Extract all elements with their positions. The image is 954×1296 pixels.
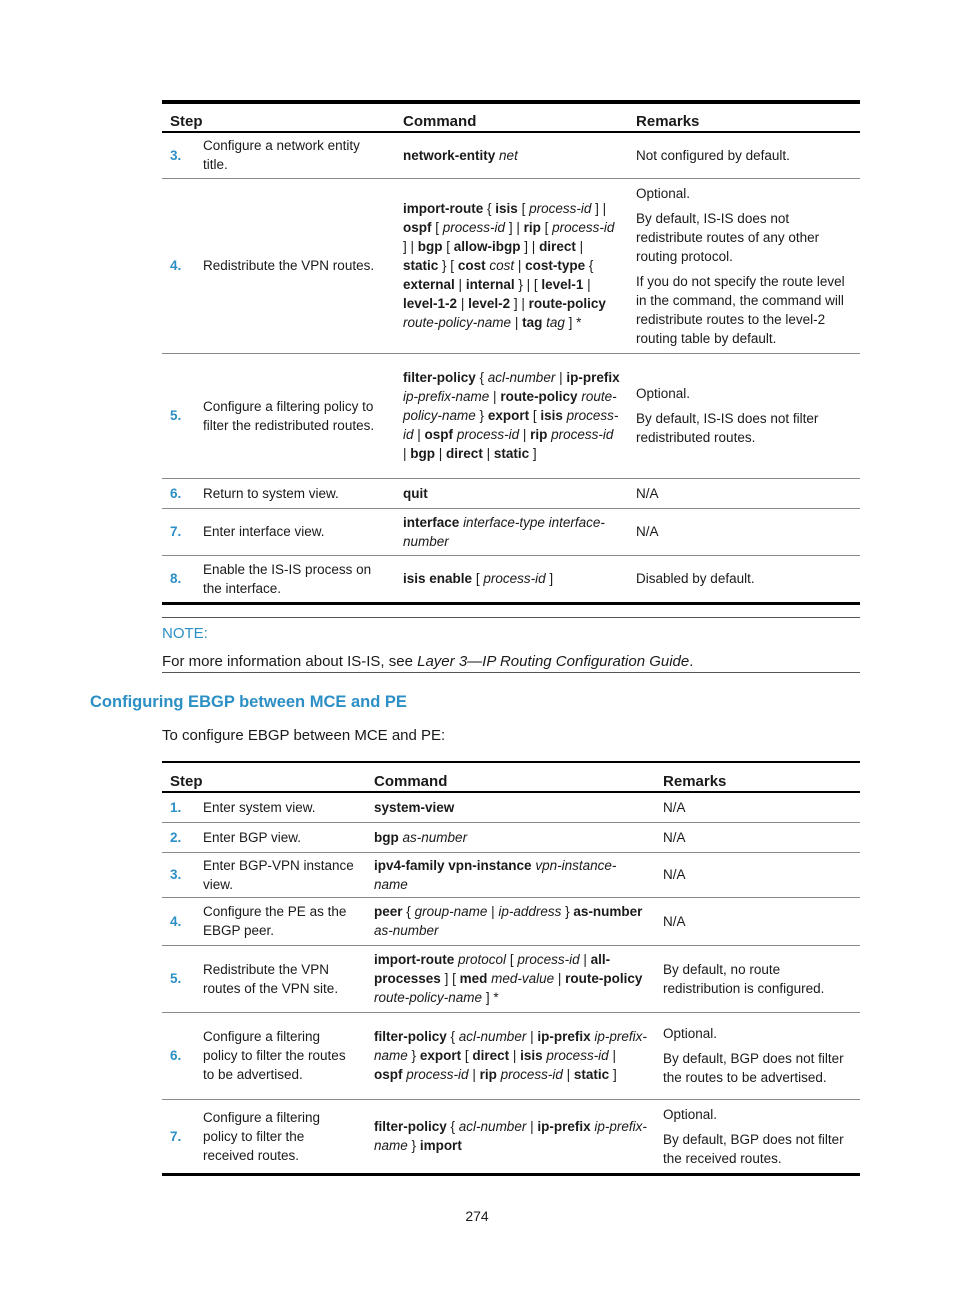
command-keyword: static [573,1067,610,1082]
step-number: 5. [162,353,195,478]
command-keyword: import-route [374,952,455,967]
header-remarks: Remarks [655,762,860,792]
note-label: NOTE: [162,625,208,642]
command-symbol: | [468,1067,480,1082]
command-keyword: ospf [374,1067,403,1082]
command-argument: med-value [491,971,555,986]
remark-paragraph: Optional. [636,386,691,401]
command-argument: ip-prefix-name [374,1029,647,1063]
command-symbol: ] * [482,990,499,1005]
step-description: Enable the IS-IS process on the interface. [195,555,395,603]
command-syntax [395,478,628,508]
step-description: Enter system view. [195,792,366,822]
command-argument: route-policy-name [403,389,617,423]
command-keyword: direct [446,446,483,461]
command-argument: as-number [374,923,439,938]
command-symbol: | [579,952,591,967]
command-symbol: | [403,446,411,461]
header-command: Command [366,762,655,792]
table-row [162,945,860,1012]
command-keyword: bgp [374,829,399,845]
remark-paragraph: If you do not specify the route level in the command, the command will redistribute routes to the level-2 routing table by default. [636,273,845,346]
command-keyword: direct [539,239,576,254]
table-row [162,508,860,555]
remark-paragraph: Optional. [636,185,691,201]
command-argument: vpn-instance-name [374,857,617,892]
command-keyword: rip [479,1067,497,1082]
command-symbol: | [482,446,494,461]
command-keyword: ip-prefix [566,370,620,385]
remark-paragraph: By default, IS-IS does not filter redistributed routes. [636,411,819,445]
command-symbol: ] | [403,239,418,254]
remark-paragraph: Not configured by default. [636,147,790,163]
step-number: 8. [162,555,195,603]
step-number: 3. [162,852,195,897]
command-keyword: route-policy [565,971,643,986]
header-step: Step [162,762,366,792]
note-text [162,653,693,670]
command-argument: route-policy-name [403,315,512,330]
command-symbol: ] [529,446,537,461]
command-symbol: ] | [591,201,607,216]
command-symbol: | [454,277,466,292]
command-symbol: | [608,1048,616,1063]
table-row [162,555,860,603]
remarks [655,1012,860,1099]
table-row [162,178,860,353]
section-heading: Configuring EBGP between MCE and PE [90,693,407,711]
remark-paragraph: N/A [663,799,686,815]
step-description: Configure a network entity title. [195,132,395,178]
remark-paragraph: By default, BGP does not filter the received routes. [663,1131,844,1166]
command-keyword: all-processes [374,952,611,986]
command-symbol: [ [472,571,484,586]
step-description: Redistribute the VPN routes. [195,178,395,353]
table-row [162,822,860,852]
remark-paragraph: Disabled by default. [636,571,755,586]
command-argument: process-id [500,1067,563,1082]
step-number: 6. [162,478,195,508]
step-description: Redistribute the VPN routes of the VPN site. [195,945,366,1012]
remark-paragraph: N/A [663,829,686,845]
step-description: Configure the PE as the EBGP peer. [195,897,366,945]
table-row [162,1099,860,1174]
remarks [628,555,860,603]
table-row [162,852,860,897]
step-description: Enter BGP view. [195,822,366,852]
command-argument: route-policy-name [374,990,483,1005]
remarks [655,945,860,1012]
command-symbol: | [511,315,523,330]
command-syntax [366,945,655,1012]
command-argument: acl-number [458,1029,527,1044]
note-box [162,617,860,673]
remark-paragraph: Optional. [663,1106,718,1122]
page-number: 274 [465,1208,489,1224]
step-number: 7. [162,1099,195,1174]
remark-paragraph: N/A [663,867,686,882]
step-number: 5. [162,945,195,1012]
command-symbol: [ [529,408,541,423]
command-symbol: } [475,408,488,423]
command-symbol: { [585,258,594,273]
table-row [162,792,860,822]
command-symbol: } [ [438,258,458,273]
command-symbol: [ [442,239,454,254]
step-number: 4. [162,897,195,945]
command-keyword: isis [540,408,563,423]
remarks [655,822,860,852]
remarks [628,178,860,353]
command-symbol: } [407,1048,420,1063]
command-argument: process-id [406,1067,469,1082]
command-keyword: rip [523,220,541,235]
remark-paragraph: N/A [663,913,686,929]
remarks [628,478,860,508]
command-symbol: | [575,239,584,254]
command-keyword: import-route [403,201,484,216]
command-keyword: tag [522,315,543,330]
command-argument: net [499,147,518,163]
command-keyword: static [403,258,439,273]
remarks [628,508,860,555]
table-header-row [162,102,860,132]
step-description: Configure a filtering policy to filter the redistributed routes. [195,353,395,478]
command-keyword: bgp [417,239,443,254]
command-symbol: | [526,1029,538,1044]
command-argument: process-id [552,220,615,235]
remarks [655,1099,860,1174]
command-keyword: export [419,1048,462,1063]
step-description: Enter interface view. [195,508,395,555]
command-argument: as-number [402,829,468,845]
step-description: Configure a filtering policy to filter the routes to be advertised. [195,1012,366,1099]
command-symbol: | [519,427,531,442]
ebgp-config-table [162,761,860,1176]
command-keyword: export [487,408,530,423]
command-keyword: rip [530,427,548,442]
command-symbol: | [413,427,425,442]
command-symbol: { [475,370,488,385]
command-keyword: ospf [424,427,454,442]
command-keyword: level-1-2 [403,296,458,311]
remarks [655,897,860,945]
command-keyword: static [493,446,530,461]
command-argument: process-id [551,427,614,442]
command-syntax [366,792,655,822]
step-number: 6. [162,1012,195,1099]
command-keyword: ospf [403,220,432,235]
command-argument: tag [546,315,565,330]
step-number: 2. [162,822,195,852]
command-symbol: ] [609,1067,617,1082]
isis-config-table [162,100,860,605]
table-row [162,353,860,478]
remarks [655,852,860,897]
command-keyword: interface [403,514,460,530]
note-text-end: . [689,653,694,670]
command-symbol: | [555,370,567,385]
command-keyword: external [403,277,455,292]
step-description: Return to system view. [195,478,395,508]
command-keyword: ipv4-family vpn-instance [374,857,532,873]
command-keyword: as-number [573,904,643,919]
command-keyword: level-1 [541,277,584,292]
note-text-start: For more information about IS-IS, see [162,653,418,670]
command-argument: process-id [529,201,592,216]
command-syntax [366,897,655,945]
command-argument: ip-address [498,904,562,919]
command-keyword: import [419,1138,462,1153]
remark-paragraph: Optional. [663,1026,718,1041]
command-argument: acl-number [458,1119,527,1134]
command-keyword: network-entity [403,147,496,163]
command-symbol: ] | [510,296,529,311]
note-guide-reference: Layer 3—IP Routing Configuration Guide [417,653,690,670]
command-symbol: } [561,904,574,919]
command-keyword: filter-policy [403,370,476,385]
command-symbol: | [514,258,526,273]
command-symbol: [ [540,220,553,235]
table-row [162,132,860,178]
command-argument: ip-prefix-name [374,1119,647,1153]
command-syntax [366,822,655,852]
command-syntax [395,555,628,603]
command-keyword: quit [403,485,428,501]
command-argument: cost [489,258,515,273]
command-keyword: route-policy [500,389,578,404]
step-number: 3. [162,132,195,178]
command-argument: group-name [414,904,488,919]
remark-paragraph: By default, no route redistribution is configured. [663,961,825,996]
table-row [162,478,860,508]
command-syntax [366,852,655,897]
remark-paragraph: N/A [636,524,659,539]
command-keyword: isis enable [403,571,473,586]
remarks [628,132,860,178]
table-body [162,792,860,1174]
step-number: 1. [162,792,195,822]
command-argument: protocol [458,952,507,967]
step-description: Configure a filtering policy to filter the received routes. [195,1099,366,1174]
command-symbol: | [435,446,447,461]
step-description: Enter BGP-VPN instance view. [195,852,366,897]
command-symbol: ] * [564,315,582,330]
command-keyword: filter-policy [374,1029,447,1044]
table-header-row [162,762,860,792]
command-keyword: route-policy [528,296,606,311]
command-syntax [366,1099,655,1174]
command-syntax [395,508,628,555]
command-keyword: allow-ibgp [453,239,521,254]
command-keyword: isis [495,201,518,216]
command-argument: process-id [483,571,546,586]
remark-paragraph: By default, IS-IS does not redistribute routes of any other routing protocol. [636,210,820,264]
command-syntax [395,132,628,178]
command-symbol: ] [545,571,554,586]
command-symbol: | [554,971,566,986]
command-symbol: ] | [505,220,524,235]
command-keyword: isis [520,1048,543,1063]
header-command: Command [395,102,628,132]
command-syntax [395,353,628,478]
command-argument: interface-type interface-number [403,514,605,549]
step-number: 4. [162,178,195,353]
remarks [628,353,860,478]
command-symbol: | [489,389,501,404]
command-keyword: direct [472,1048,510,1063]
command-keyword: cost [457,258,486,273]
command-symbol: { [402,904,415,919]
command-symbol: | [457,296,469,311]
section-intro: To configure EBGP between MCE and PE: [162,727,446,744]
command-argument: process-id [403,408,619,442]
command-argument: process-id [442,220,506,235]
command-symbol: [ [506,952,518,967]
command-keyword: ip-prefix [537,1029,591,1044]
table-row [162,897,860,945]
command-argument: process-id [546,1048,609,1063]
step-number: 7. [162,508,195,555]
remark-paragraph: By default, BGP does not filter the routes to be advertised. [663,1051,844,1085]
command-syntax [395,178,628,353]
command-argument: acl-number [487,370,556,385]
header-remarks: Remarks [628,102,860,132]
command-symbol: [ [431,220,443,235]
command-keyword: internal [465,277,515,292]
command-keyword: ip-prefix [537,1119,591,1134]
remarks [655,792,860,822]
command-symbol: { [446,1029,459,1044]
command-symbol: { [446,1119,459,1134]
command-symbol: } [407,1138,420,1153]
command-symbol: | [526,1119,538,1134]
command-symbol: | [509,1048,521,1063]
header-step: Step [162,102,395,132]
command-symbol: ] [ [440,971,460,986]
command-symbol: [ [517,201,530,216]
command-keyword: peer [374,904,403,919]
command-argument: process-id [456,427,520,442]
command-symbol: ] | [520,239,540,254]
command-symbol: [ [461,1048,473,1063]
command-keyword: system-view [374,799,455,815]
command-keyword: bgp [410,446,436,461]
command-keyword: filter-policy [374,1119,447,1134]
command-symbol: | [583,277,591,292]
command-symbol: | [487,904,499,919]
remark-paragraph: N/A [636,485,659,501]
table-body [162,132,860,603]
command-argument: process-id [517,952,580,967]
command-keyword: level-2 [468,296,511,311]
command-symbol: | [562,1067,574,1082]
command-keyword: med [459,971,488,986]
command-symbol: { [483,201,496,216]
table-row [162,1012,860,1099]
command-symbol: } | [ [514,277,542,292]
command-argument: ip-prefix-name [403,389,490,404]
command-syntax [366,1012,655,1099]
command-keyword: cost-type [525,258,586,273]
